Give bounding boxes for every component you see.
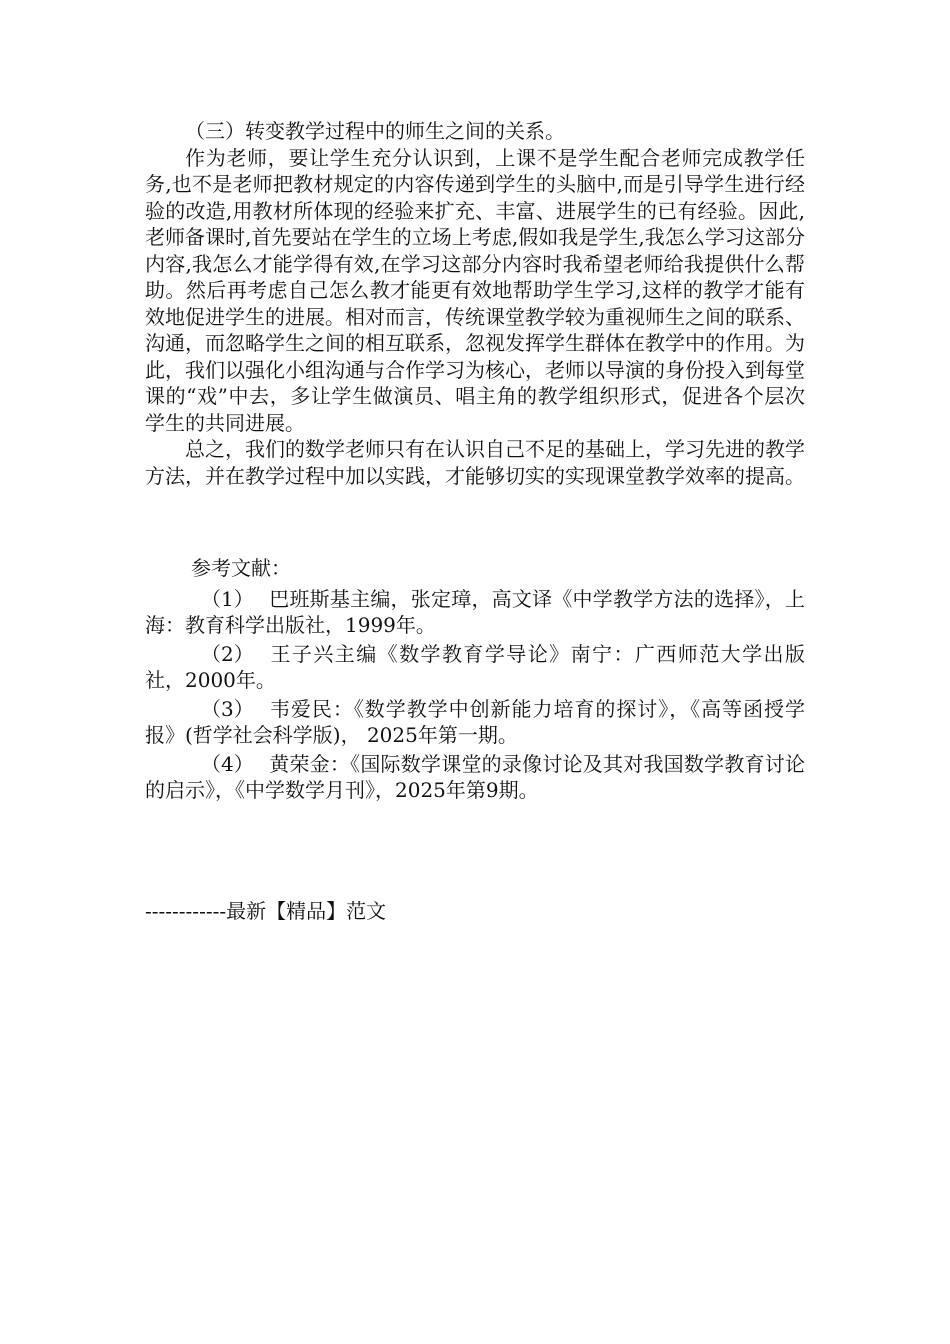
body-paragraph: 总之，我们的数学老师只有在认识自己不足的基础上，学习先进的教学方法，并在教学过程中加以实践，才能够切实的实现课堂教学效率的提高。 [145,437,805,488]
reference-number: （3） [201,696,254,721]
document-body [145,118,805,806]
reference-text: 巴班斯基主编，张定璋，高文译《中学教学方法的选择》，上海：教育科学出版社，1999年。 [145,586,805,637]
reference-text: 黄荣金：《国际数学课堂的录像讨论及其对我国数学教育讨论的启示》，《中学数学月刊》，2025年第9期。 [145,751,805,802]
reference-item [145,586,805,639]
references-title: 参考文献： [191,556,291,580]
footer-text: ------------最新【精品】范文 [145,899,387,923]
reference-number: （2） [201,641,254,666]
reference-text: 韦爱民：《数学教学中创新能力培育的探讨》，《高等函授学报》(哲学社会科学版)， 2025年第一期。 [145,696,805,747]
body-paragraph: 作为老师，要让学生充分认识到，上课不是学生配合老师完成教学任务,也不是老师把教材规定的内容传递到学生的头脑中,而是引导学生进行经验的改造,用教材所体现的经验来扩充、丰富、进展学生的已有经验。因此,老师备课时,首先要站在学生的立场上考虑,假如我是学生,我怎么学习这部分内容,我怎么才能学得有效,在学习这部分内容时我希望老师给我提供什么帮助。然后再考虑自己怎么教才能更有效地帮助学生学习,这样的教学才能有效地促进学生的进展。相对而言，传统课堂教学较为重视师生之间的联系、沟通，而忽略学生之间的相互联系，忽视发挥学生群体在教学中的作用。为此，我们以强化小组沟通与合作学习为核心，老师以导演的身份投入到每堂课的“戏”中去，多让学生做演员、唱主角的教学组织形式，促进各个层次学生的共同进展。 [145,145,805,435]
reference-item [145,696,805,749]
reference-number: （1） [201,586,254,611]
reference-number: （4） [201,751,254,776]
references-section [145,555,805,804]
section-heading: （三）转变教学过程中的师生之间的关系。 [185,119,565,143]
reference-item [145,751,805,804]
reference-text: 王子兴主编《数学教育学导论》南宁：广西师范大学出版社，2000年。 [145,641,805,692]
reference-item [145,641,805,694]
